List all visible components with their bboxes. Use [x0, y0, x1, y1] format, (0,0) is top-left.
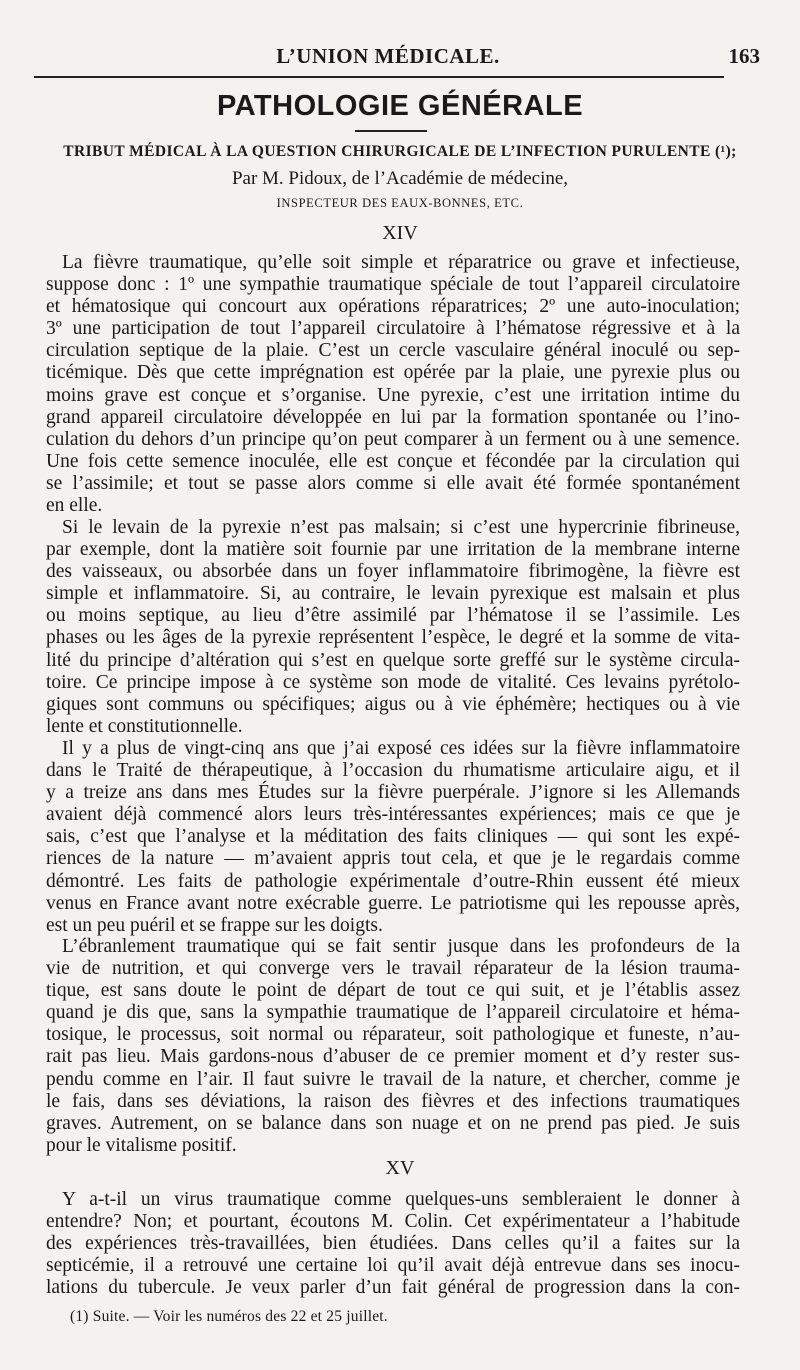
text-line: giques sont communs ou spécifiques; aigus ou à vie éphémère; hectiques ou à vie: [46, 693, 740, 715]
text-line: Une fois cette semence inoculée, elle est conçue et fécondée par la circulation qui: [46, 450, 740, 472]
text-line: des vaisseaux, ou absorbée dans un foyer inflammatoire fibrimogène, la fièvre est: [46, 561, 740, 583]
article-subtitle: TRIBUT MÉDICAL À LA QUESTION CHIRURGICALE DE L’INFECTION PURULENTE (¹);: [63, 143, 737, 160]
text-line: simple et inflammatoire. Si, au contraire, le levain pyrexique est malsain et plus: [46, 583, 740, 605]
text-line: entendre? Non; et pourtant, écoutons M. Colin. Cet expérimentateur a l’habitude: [46, 1211, 740, 1233]
text-line: dans le Traité de thérapeutique, à l’occasion du rhumatisme articulaire aigu, et il: [46, 760, 740, 782]
paragraph: [46, 252, 740, 517]
text-line: riences de la nature — m’avaient appris tout cela, et que je le regardais comme: [46, 848, 740, 870]
text-line: et hématosique qui concourt aux opérations réparatrices; 2º une auto-inoculation;: [46, 296, 740, 318]
text-line: phases ou les âges de la pyrexie représentent l’espèce, le degré et la somme de vita-: [46, 627, 740, 649]
text-line: pour le vitalisme positif.: [46, 1134, 237, 1156]
article-title: PATHOLOGIE GÉNÉRALE: [216, 90, 584, 122]
text-line: vie de nutrition, et qui converge vers le travail réparateur de la lésion trauma-: [46, 958, 740, 980]
text-line: démontré. Les faits de pathologie expérimentale d’outre-Rhin eussent été mieux: [46, 870, 740, 892]
text-line: La fièvre traumatique, qu’elle soit simple et réparatrice ou grave et infectieuse,: [62, 252, 740, 273]
section-number-xv: XV: [385, 1157, 415, 1179]
text-line: pendu comme en l’air. Il faut suivre le travail de la nature, et chercher, comme je: [46, 1068, 740, 1090]
paragraph: [46, 936, 740, 1157]
text-line: Si le levain de la pyrexie n’est pas malsain; si c’est une hypercrinie fibrineuse,: [62, 517, 740, 538]
text-line: sais, c’est que l’analyse et la méditation des faits cliniques — qui sont les expé-: [46, 826, 740, 848]
text-line: avaient déjà commencé alors leurs très-intéressantes expériences; mais ce que je: [46, 804, 740, 826]
text-line: L’ébranlement traumatique qui se fait sentir jusque dans les profondeurs de la: [62, 936, 740, 957]
text-line: venus en France avant notre exécrable guerre. Le patriotisme qui les repousse après,: [46, 892, 740, 914]
text-line: ou moins septique, au lieu d’être assimilé par l’hématose il se l’assimile. Les: [46, 605, 740, 627]
text-line: tosique, le processus, soit normal ou réparateur, soit pathologique et funeste, n’au-: [46, 1024, 740, 1046]
running-head: [46, 44, 760, 74]
text-line: 3º une participation de tout l’appareil circulatoire à l’hématose régressive et à la: [46, 318, 740, 340]
text-line: lente et constitutionnelle.: [46, 715, 243, 737]
text-line: grand appareil circulatoire développée en lui par la formation spontanée ou l’ino-: [46, 406, 740, 428]
text-line: y a treize ans dans mes Études sur la fièvre puerpérale. J’ignore si les Allemands: [46, 782, 740, 804]
text-line: circulation septique de la plaie. C’est un cercle vasculaire général inoculé ou sep-: [46, 340, 740, 362]
text-line: Y a-t-il un virus traumatique comme quelques-uns sembleraient le donner à: [62, 1189, 740, 1210]
text-line: par exemple, dont la matière soit fournie par une irritation de la membrane interne: [46, 539, 740, 561]
text-line: tique, est sans doute le point de départ de tout ce qui suit, et je l’établis assez: [46, 980, 740, 1002]
header-rule: [34, 76, 724, 78]
text-line: lité du principe d’altération qui s’est en quelque sorte greffé sur le système circula-: [46, 649, 740, 671]
section-number-xiv: XIV: [382, 222, 418, 244]
text-line: est un peu puéril et se frappe sur les doigts.: [46, 914, 383, 936]
paragraph: [46, 517, 740, 738]
text-line: se l’assimile; et tout se passe alors comme si elle avait été formée spontanément: [46, 472, 740, 494]
text-line: ticémique. Dès que cette imprégnation est opérée par la plaie, une pyrexie plus ou: [46, 362, 740, 384]
text-line: quand je dis que, sans la sympathie traumatique de l’appareil circulatoire et héma-: [46, 1002, 740, 1024]
text-line: le fais, dans ses déviations, la raison des fièvres et des infections traumatiques: [46, 1090, 740, 1112]
text-line: Il y a plus de vingt-cinq ans que j’ai exposé ces idées sur la fièvre inflammatoire: [62, 738, 740, 759]
author-position: INSPECTEUR DES EAUX-BONNES, ETC.: [276, 196, 524, 210]
text-line: septicémie, il a retrouvé une certaine loi qu’il avait déjà entrevue dans ses inocu-: [46, 1255, 740, 1277]
author-line: Par M. Pidoux, de l’Académie de médecine,: [231, 168, 569, 189]
running-title: L’UNION MÉDICALE.: [276, 44, 500, 68]
text-line: moins grave est conçue et s’organise. Une pyrexie, c’est une irritation intime du: [46, 384, 740, 406]
text-line: suppose donc : 1º une sympathie traumatique spéciale de tout l’appareil circulatoire: [46, 274, 740, 296]
title-rule: [355, 130, 427, 132]
text-line: des expériences très-travaillées, bien étudiées. Dans celles qu’il a faites sur la: [46, 1233, 740, 1255]
text-line: en elle.: [46, 495, 103, 517]
text-line: lations du tubercule. Je veux parler d’un fait général de progression dans la con-: [46, 1277, 740, 1299]
paragraph: [46, 1189, 740, 1299]
text-line: rait pas lieu. Mais gardons-nous d’abuser de ce premier moment et d’y rester sus-: [46, 1046, 740, 1068]
text-line: graves. Autrement, on se balance dans son nuage et on ne prend pas pied. Je suis: [46, 1112, 740, 1134]
text-line: culation du dehors d’un principe qu’on peut comparer à un ferment ou à une semence.: [46, 428, 740, 450]
page-number: 163: [728, 44, 760, 68]
text-line: toire. Ce principe impose à ce système son mode de vitalité. Ces levains pyrétolo-: [46, 671, 740, 693]
paragraph: [46, 738, 740, 937]
footnote: (1) Suite. — Voir les numéros des 22 et 25 juillet.: [70, 1308, 388, 1325]
